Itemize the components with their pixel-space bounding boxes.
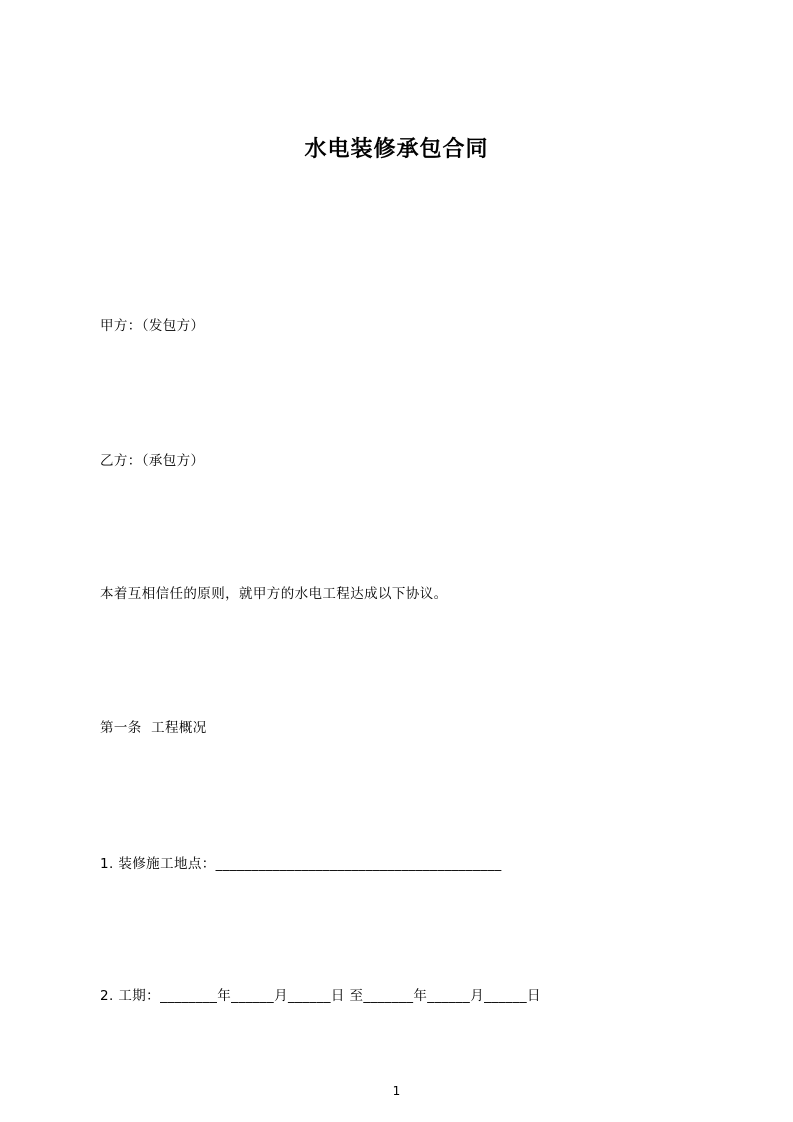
clause-1-item-2-duration: 2. 工期：________年______月______日 至_______年______月______日 xyxy=(100,988,541,1004)
page-title: 水电装修承包合同 xyxy=(304,137,489,162)
clause-1-heading: 第一条 工程概况 xyxy=(100,720,207,736)
preamble-paragraph: 本着互相信任的原则，就甲方的水电工程达成以下协议。 xyxy=(100,586,448,602)
party-a-label: 甲方：（发包方） xyxy=(100,318,205,334)
clause-1-item-1-site: 1. 装修施工地点：________________________________________ xyxy=(100,856,502,872)
party-b-label: 乙方：（承包方） xyxy=(100,453,205,469)
page-number: 1 xyxy=(392,1084,401,1098)
